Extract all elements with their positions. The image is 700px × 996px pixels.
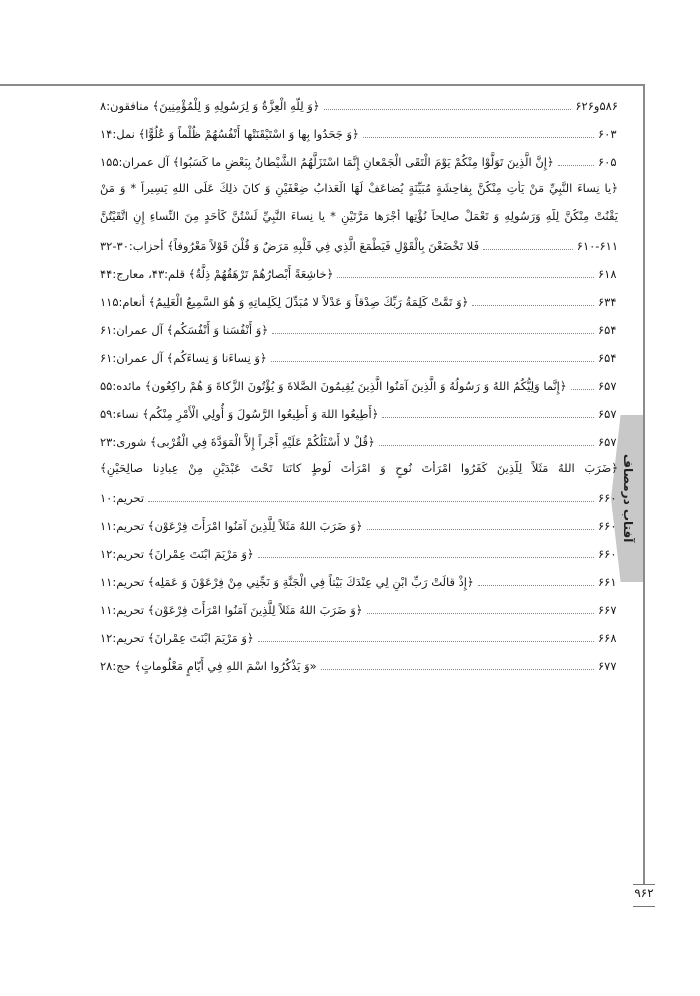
verse-index-list xyxy=(100,92,618,680)
page-reference: ۶۰۵ xyxy=(598,155,617,169)
page-frame-top-rule xyxy=(0,84,645,86)
verse-text: تحريم:۱۰ xyxy=(100,491,145,505)
page-reference: ۶۰۳ xyxy=(598,127,617,141)
page-number-rule-top xyxy=(633,884,655,885)
page-reference: ۵۸۶و۶۲۶ xyxy=(575,99,618,113)
page-reference: ۶۷۷ xyxy=(598,659,617,673)
dot-leader xyxy=(382,417,594,418)
index-entry-row xyxy=(100,484,618,512)
page-reference: ۶۶۷ xyxy=(598,603,617,617)
verse-text: ﴿وَ نِساءَنا وَ نِساءَكُم﴾ آل عمران:۶۱ xyxy=(100,351,267,365)
verse-text: ﴿وَ تَمَّتْ كَلِمَةُ رَبِّكَ صِدْقاً وَ عَدْلاً لا مُبَدِّلَ لِكَلِماتِهِ وَ هُوَ السَّمِيعُ الْعَلِيمُ﴾ أنعام:۱۱۵ xyxy=(100,295,469,309)
verse-text: ﴿وَ أَنْفُسَنا وَ أَنْفُسَكُم﴾ آل عمران:۶۱ xyxy=(100,323,269,337)
verse-text: ﴿إِذْ قالَتْ رَبِّ ابْنِ لِي عِنْدَكَ بَيْتاً فِي الْجَنَّةِ وَ نَجِّنِي مِنْ فِرْعَوْنَ وَ عَمَلِه﴾ تحريم:۱۱ xyxy=(100,575,474,589)
verse-text: ﴿وَ لِلّهِ الْعِزَّةُ وَ لِرَسُولِهِ وَ لِلْمُؤْمِنِينَ﴾ منافقون:۸ xyxy=(100,99,320,113)
page-reference: ۶۶۱ xyxy=(598,575,617,589)
dot-leader xyxy=(148,501,594,502)
index-entry-row xyxy=(100,512,618,540)
dot-leader xyxy=(321,669,594,670)
dot-leader xyxy=(571,389,594,390)
page-reference: ۶۵۷ xyxy=(598,435,617,449)
index-entry-row xyxy=(100,456,618,484)
index-entry-row xyxy=(100,92,618,120)
dot-leader xyxy=(379,445,594,446)
verse-text: فَلا تَخْضَعْنَ بِالْقَوْلِ فَيَطْمَعَ الَّذِي فِي قَلْبِهِ مَرَضٌ وَ قُلْنَ قَوْلاً مَعْرُوفاً﴾ أحزاب:۳۰-۳۲ xyxy=(100,239,480,253)
verse-text: ﴿وَ جَحَدُوا بِها وَ اسْتَيْقَنَتْها أَنْفُسُهُمْ ظُلْماً وَ عُلُوًّا﴾ نمل:۱۴ xyxy=(100,127,359,141)
side-tab-text: آفتاب درمصاف xyxy=(621,454,635,543)
index-entry-row xyxy=(100,540,618,568)
page-reference: ۶۵۴ xyxy=(598,323,617,337)
dot-leader xyxy=(258,557,594,558)
verse-text: ﴿وَ ضَرَبَ اللهُ مَثَلاً لِلَّذِينَ آمَنُوا امْرَأَتَ فِرْعَوْن﴾ تحريم:۱۱ xyxy=(100,603,363,617)
index-entry-row xyxy=(100,288,618,316)
index-entry-row xyxy=(100,344,618,372)
dot-leader xyxy=(324,109,572,110)
index-entry-row xyxy=(100,232,618,260)
dot-leader xyxy=(478,585,594,586)
index-entry-row xyxy=(100,316,618,344)
index-entry-row xyxy=(100,120,618,148)
page-reference: ۶۳۴ xyxy=(598,295,617,309)
verse-text: يَقْنُتْ مِنْكُنَّ لِلّهِ وَرَسُولِهِ وَ تَعْمَلْ صالِحاً نُؤْتِها أَجْرَها مَرَّتَيْنِ * يا نِساءَ النَّبِيِّ لَسْتُنَّ كَأَحَدٍ مِنَ النِّساءِ إِنِ اتَّقَيْتُنَّ xyxy=(100,209,618,223)
verse-text: ﴿وَ مَرْيَمَ ابْنَتَ عِمْرانَ﴾ تحريم:۱۲ xyxy=(100,631,254,645)
index-entry-row xyxy=(100,176,618,204)
index-entry-row xyxy=(100,652,618,680)
page-reference: ۶۱۰-۶۱۱ xyxy=(576,239,618,253)
index-entry-row xyxy=(100,400,618,428)
page-reference: ۶۵۴ xyxy=(598,351,617,365)
page-number-rule-bottom xyxy=(633,906,655,907)
dot-leader xyxy=(483,249,573,250)
index-entry-row xyxy=(100,148,618,176)
index-entry-row xyxy=(100,596,618,624)
page-reference: ۶۵۷ xyxy=(598,407,617,421)
index-entry-row xyxy=(100,260,618,288)
page-number: ۹۶۲ xyxy=(634,886,654,900)
verse-text: ﴿أَطِيعُوا اللهَ وَ أَطِيعُوا الرَّسُولَ وَ أُولِي الْأَمْرِ مِنْكُم﴾ نساء:۵۹ xyxy=(100,407,379,421)
verse-text: «وَ يَذْكُرُوا اسْمَ اللهِ فِي أَيّامٍ مَعْلُوماتٍ﴾ حج:۲۸ xyxy=(100,659,317,673)
dot-leader xyxy=(271,361,594,362)
verse-text: ﴿وَ ضَرَبَ اللهُ مَثَلاً لِلَّذِينَ آمَنُوا امْرَأَتَ فِرْعَوْن﴾ تحريم:۱۱ xyxy=(100,519,363,533)
index-entry-row xyxy=(100,204,618,232)
verse-text: ﴿وَ مَرْيَمَ ابْنَتَ عِمْرانَ﴾ تحريم:۱۲ xyxy=(100,547,254,561)
verse-text: ﴿يا نِساءَ النَّبِيِّ مَنْ يَأْتِ مِنْكُنَّ بِفاحِشَةٍ مُبَيِّنَةٍ يُضاعَفْ لَهَا الْعَذابُ ضِعْفَيْنِ وَ كانَ ذلِكَ عَلَى اللهِ يَسِيراً * وَ مَنْ xyxy=(100,181,618,195)
verse-text: ﴿خاشِعَةً أَبْصارُهُمْ تَرْهَقُهُمْ ذِلَّةٌ﴾ قلم:۴۳، معارج:۴۴ xyxy=(100,267,334,281)
index-entry-row xyxy=(100,568,618,596)
page-reference: ۶۵۷ xyxy=(598,379,617,393)
verse-text: ﴿قُلْ لا أَسْئَلُكُمْ عَلَيْهِ أَجْراً إِلاَّ الْمَوَدَّةَ فِي الْقُرْبى﴾ شورى:۲۳ xyxy=(100,435,375,449)
dot-leader xyxy=(367,613,594,614)
dot-leader xyxy=(367,529,594,530)
page-reference: ۶۶۰ xyxy=(598,547,617,561)
dot-leader xyxy=(272,333,594,334)
index-entry-row xyxy=(100,624,618,652)
verse-text: ﴿إِنَّ الَّذِينَ تَوَلَّوْا مِنْكُمْ يَوْمَ الْتَقَى الْجَمْعانِ إِنَّمَا اسْتَزَلَّهُمُ الشَّيْطانُ بِبَعْضِ ما كَسَبُوا﴾ آل عمران:۱۵۵ xyxy=(100,155,554,169)
index-entry-row xyxy=(100,428,618,456)
dot-leader xyxy=(337,277,594,278)
page-reference: ۶۶۰ xyxy=(598,491,617,505)
dot-leader xyxy=(558,165,594,166)
dot-leader xyxy=(363,137,594,138)
dot-leader xyxy=(472,305,594,306)
page-reference: ۶۶۰ xyxy=(598,519,617,533)
page-reference: ۶۱۸ xyxy=(598,267,617,281)
page-reference: ۶۶۸ xyxy=(598,631,617,645)
index-entry-row xyxy=(100,372,618,400)
dot-leader xyxy=(258,641,594,642)
verse-text: ﴿ضَرَبَ اللهُ مَثَلاً لِلَّذِينَ كَفَرُوا امْرَأَتَ نُوحٍ وَ امْرَأَتَ لُوطٍ كانَتا تَحْتَ عَبْدَيْنِ مِنْ عِبادِنا صالِحَيْنِ﴾ xyxy=(100,461,618,475)
verse-text: ﴿إِنَّما وَلِيُّكُمُ اللهُ وَ رَسُولُهُ وَ الَّذِينَ آمَنُوا الَّذِينَ يُقِيمُونَ الصَّلاةَ وَ يُؤْتُونَ الزَّكاةَ وَ هُمْ راكِعُون﴾ مائده:۵۵ xyxy=(100,379,567,393)
